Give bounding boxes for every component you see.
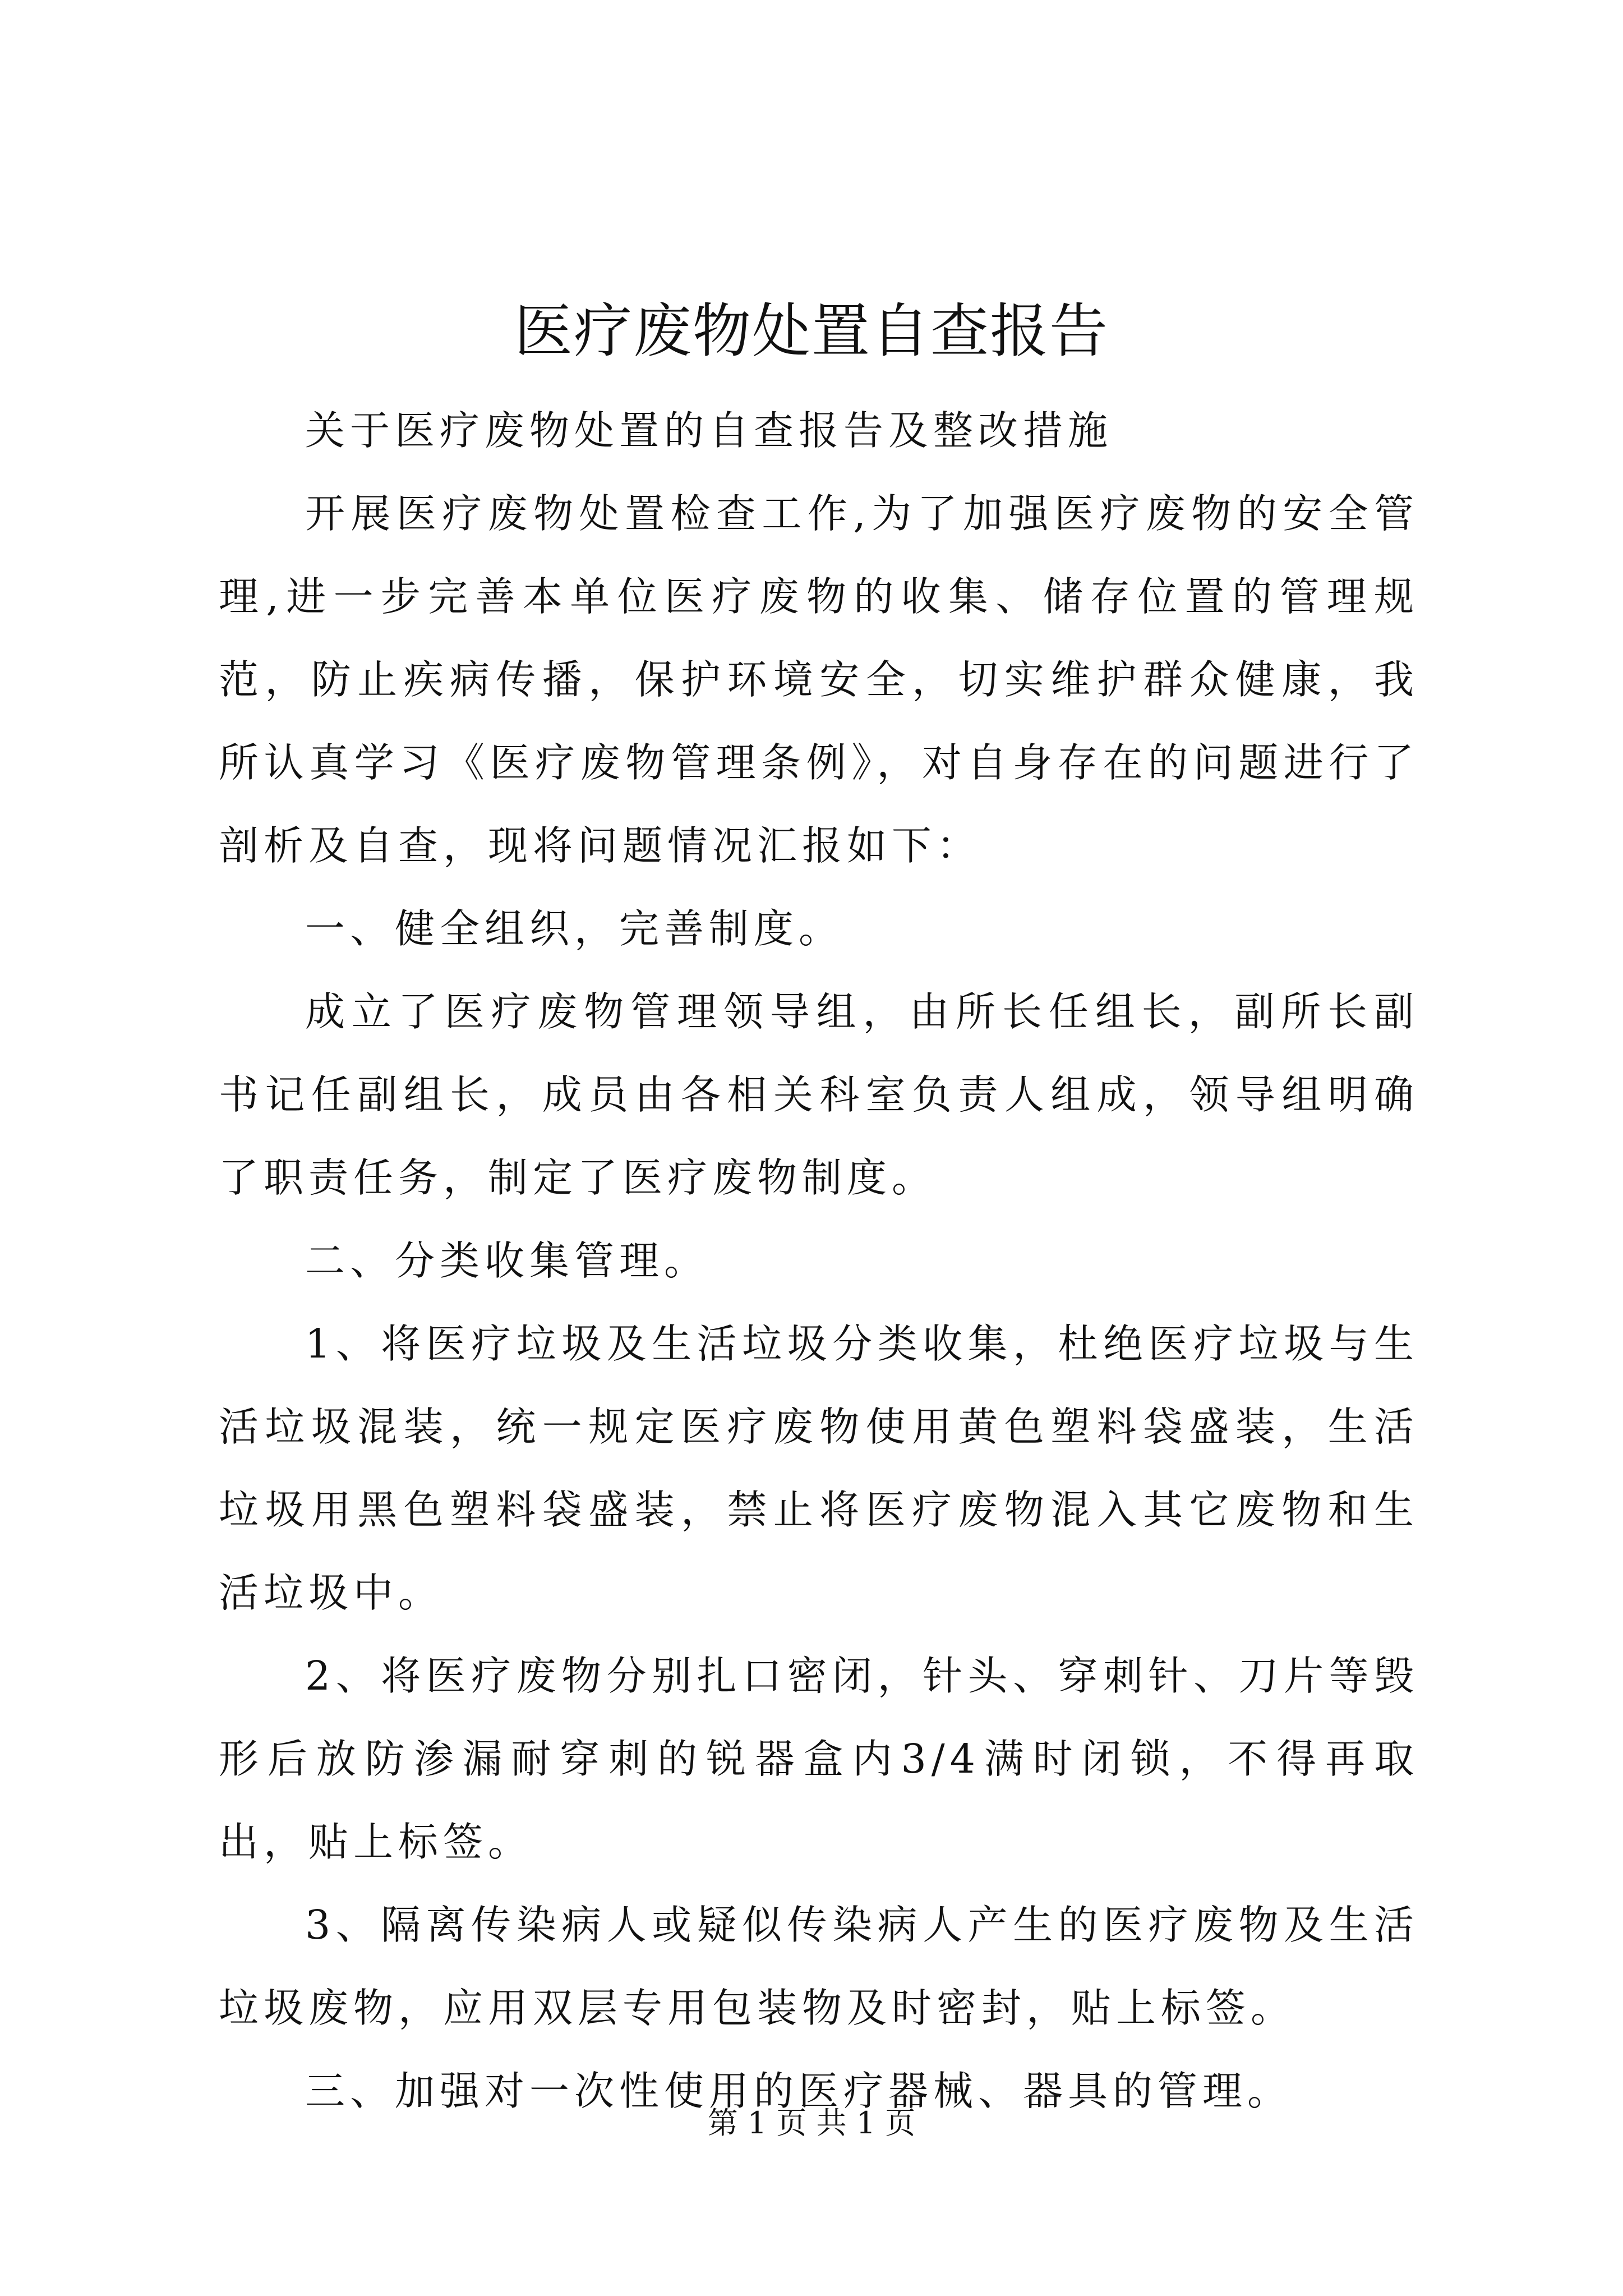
page-number-footer: 第 1 页 共 1 页: [707, 2105, 916, 2141]
document-body: [219, 389, 1419, 2133]
section-2-item-3: 3、隔离传染病人或疑似传染病人产生的医疗废物及生活垃圾废物，应用双层专用包装物及时密封，贴上标签。: [219, 1902, 1419, 2031]
section-heading-2: 二、分类收集管理。: [305, 1237, 709, 1284]
section-heading-3: 三、加强对一次性使用的医疗器械、器具的管理。: [305, 2068, 1293, 2114]
section-heading-1: 一、健全组织，完善制度。: [305, 905, 844, 952]
section-1-paragraph: 成立了医疗废物管理领导组，由所长任组长，副所长副书记任副组长，成员由各相关科室负责人组成，领导组明确了职责任务，制定了医疗废物制度。: [219, 988, 1419, 1201]
subtitle-paragraph: 关于医疗废物处置的自查报告及整改措施: [305, 407, 1113, 454]
intro-paragraph: 开展医疗废物处置检查工作,为了加强医疗废物的安全管理,进一步完善本单位医疗废物的收集、储存位置的管理规范，防止疾病传播，保护环境安全，切实维护群众健康，我所认真学习《医疗废物管理条例》，对自身存在的问题进行了剖析及自查，现将问题情况汇报如下：: [219, 490, 1419, 869]
section-2-item-2: 2、将医疗废物分别扎口密闭，针头、穿刺针、刀片等毁形后放防渗漏耐穿刺的锐器盒内3/4满时闭锁，不得再取出，贴上标签。: [219, 1653, 1419, 1865]
section-2-item-1: 1、将医疗垃圾及生活垃圾分类收集，杜绝医疗垃圾与生活垃圾混装，统一规定医疗废物使用黄色塑料袋盛装，生活垃圾用黑色塑料袋盛装，禁止将医疗废物混入其它废物和生活垃圾中。: [219, 1320, 1419, 1616]
document-title: 医疗废物处置自查报告: [514, 297, 1109, 365]
